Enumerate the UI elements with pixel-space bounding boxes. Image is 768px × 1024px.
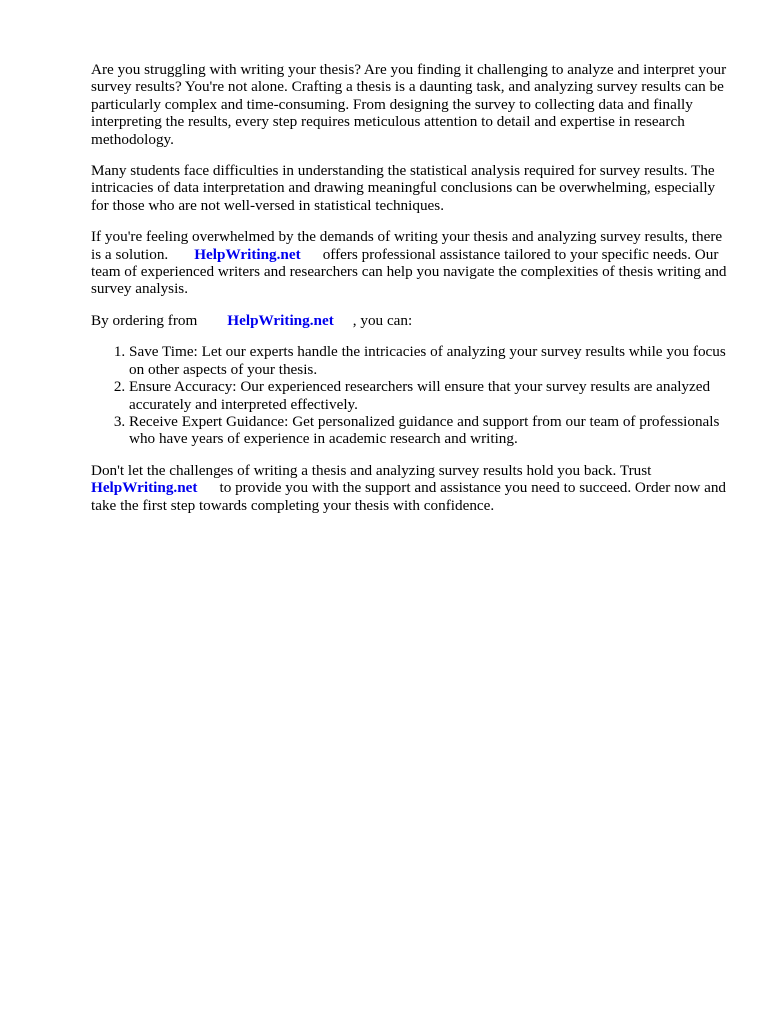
- solution-text-before: If you're feeling overwhelmed by the demands of writing your thesis and analyzing survey results, there is a solution.: [91, 228, 723, 263]
- list-item: 2. Ensure Accuracy: Our experienced researchers will ensure that your survey results are analyzed accurately and interpreted effectively.: [129, 378, 731, 413]
- ordering-paragraph: [91, 312, 731, 329]
- solution-text-after: offers professional assistance tailored to your specific needs. Our team of experienced writers and researchers can help you navigate the complexities of thesis writing and survey analysis.: [91, 245, 727, 298]
- benefits-list: [91, 343, 731, 447]
- closing-paragraph: [91, 462, 731, 514]
- helpwriting-link-3[interactable]: HelpWriting.net: [91, 479, 198, 497]
- document-page: [91, 61, 731, 528]
- list-item: 3. Receive Expert Guidance: Get personalized guidance and support from our team of professionals who have years of experience in academic research and writing.: [129, 413, 731, 448]
- closing-text-before: Don't let the challenges of writing a thesis and analyzing survey results hold you back. Trust: [91, 461, 652, 479]
- solution-paragraph: [91, 228, 731, 298]
- ordering-text-before: By ordering from: [91, 311, 198, 329]
- closing-text-after: to provide you with the support and assistance you need to succeed. Order now and take the first step towards completing your thesis with confidence.: [91, 479, 727, 514]
- helpwriting-link-1[interactable]: HelpWriting.net: [194, 245, 301, 263]
- difficulties-paragraph: Many students face difficulties in understanding the statistical analysis required for survey results. The intricacies of data interpretation and drawing meaningful conclusions can be overwhelming, especially for those who are not well-versed in statistical techniques.: [91, 162, 716, 214]
- ordering-text-after: , you can:: [352, 311, 413, 329]
- intro-paragraph: Are you struggling with writing your thesis? Are you finding it challenging to analyze and interpret your survey results? You're not alone. Crafting a thesis is a daunting task, and analyzing survey results can be particularly complex and time-consuming. From designing the survey to collecting data and finally interpreting the results, every step requires meticulous attention to detail and expertise in research methodology.: [91, 61, 727, 148]
- helpwriting-link-2[interactable]: HelpWriting.net: [227, 311, 334, 329]
- list-item: 1. Save Time: Let our experts handle the intricacies of analyzing your survey results while you focus on other aspects of your thesis.: [129, 343, 731, 378]
